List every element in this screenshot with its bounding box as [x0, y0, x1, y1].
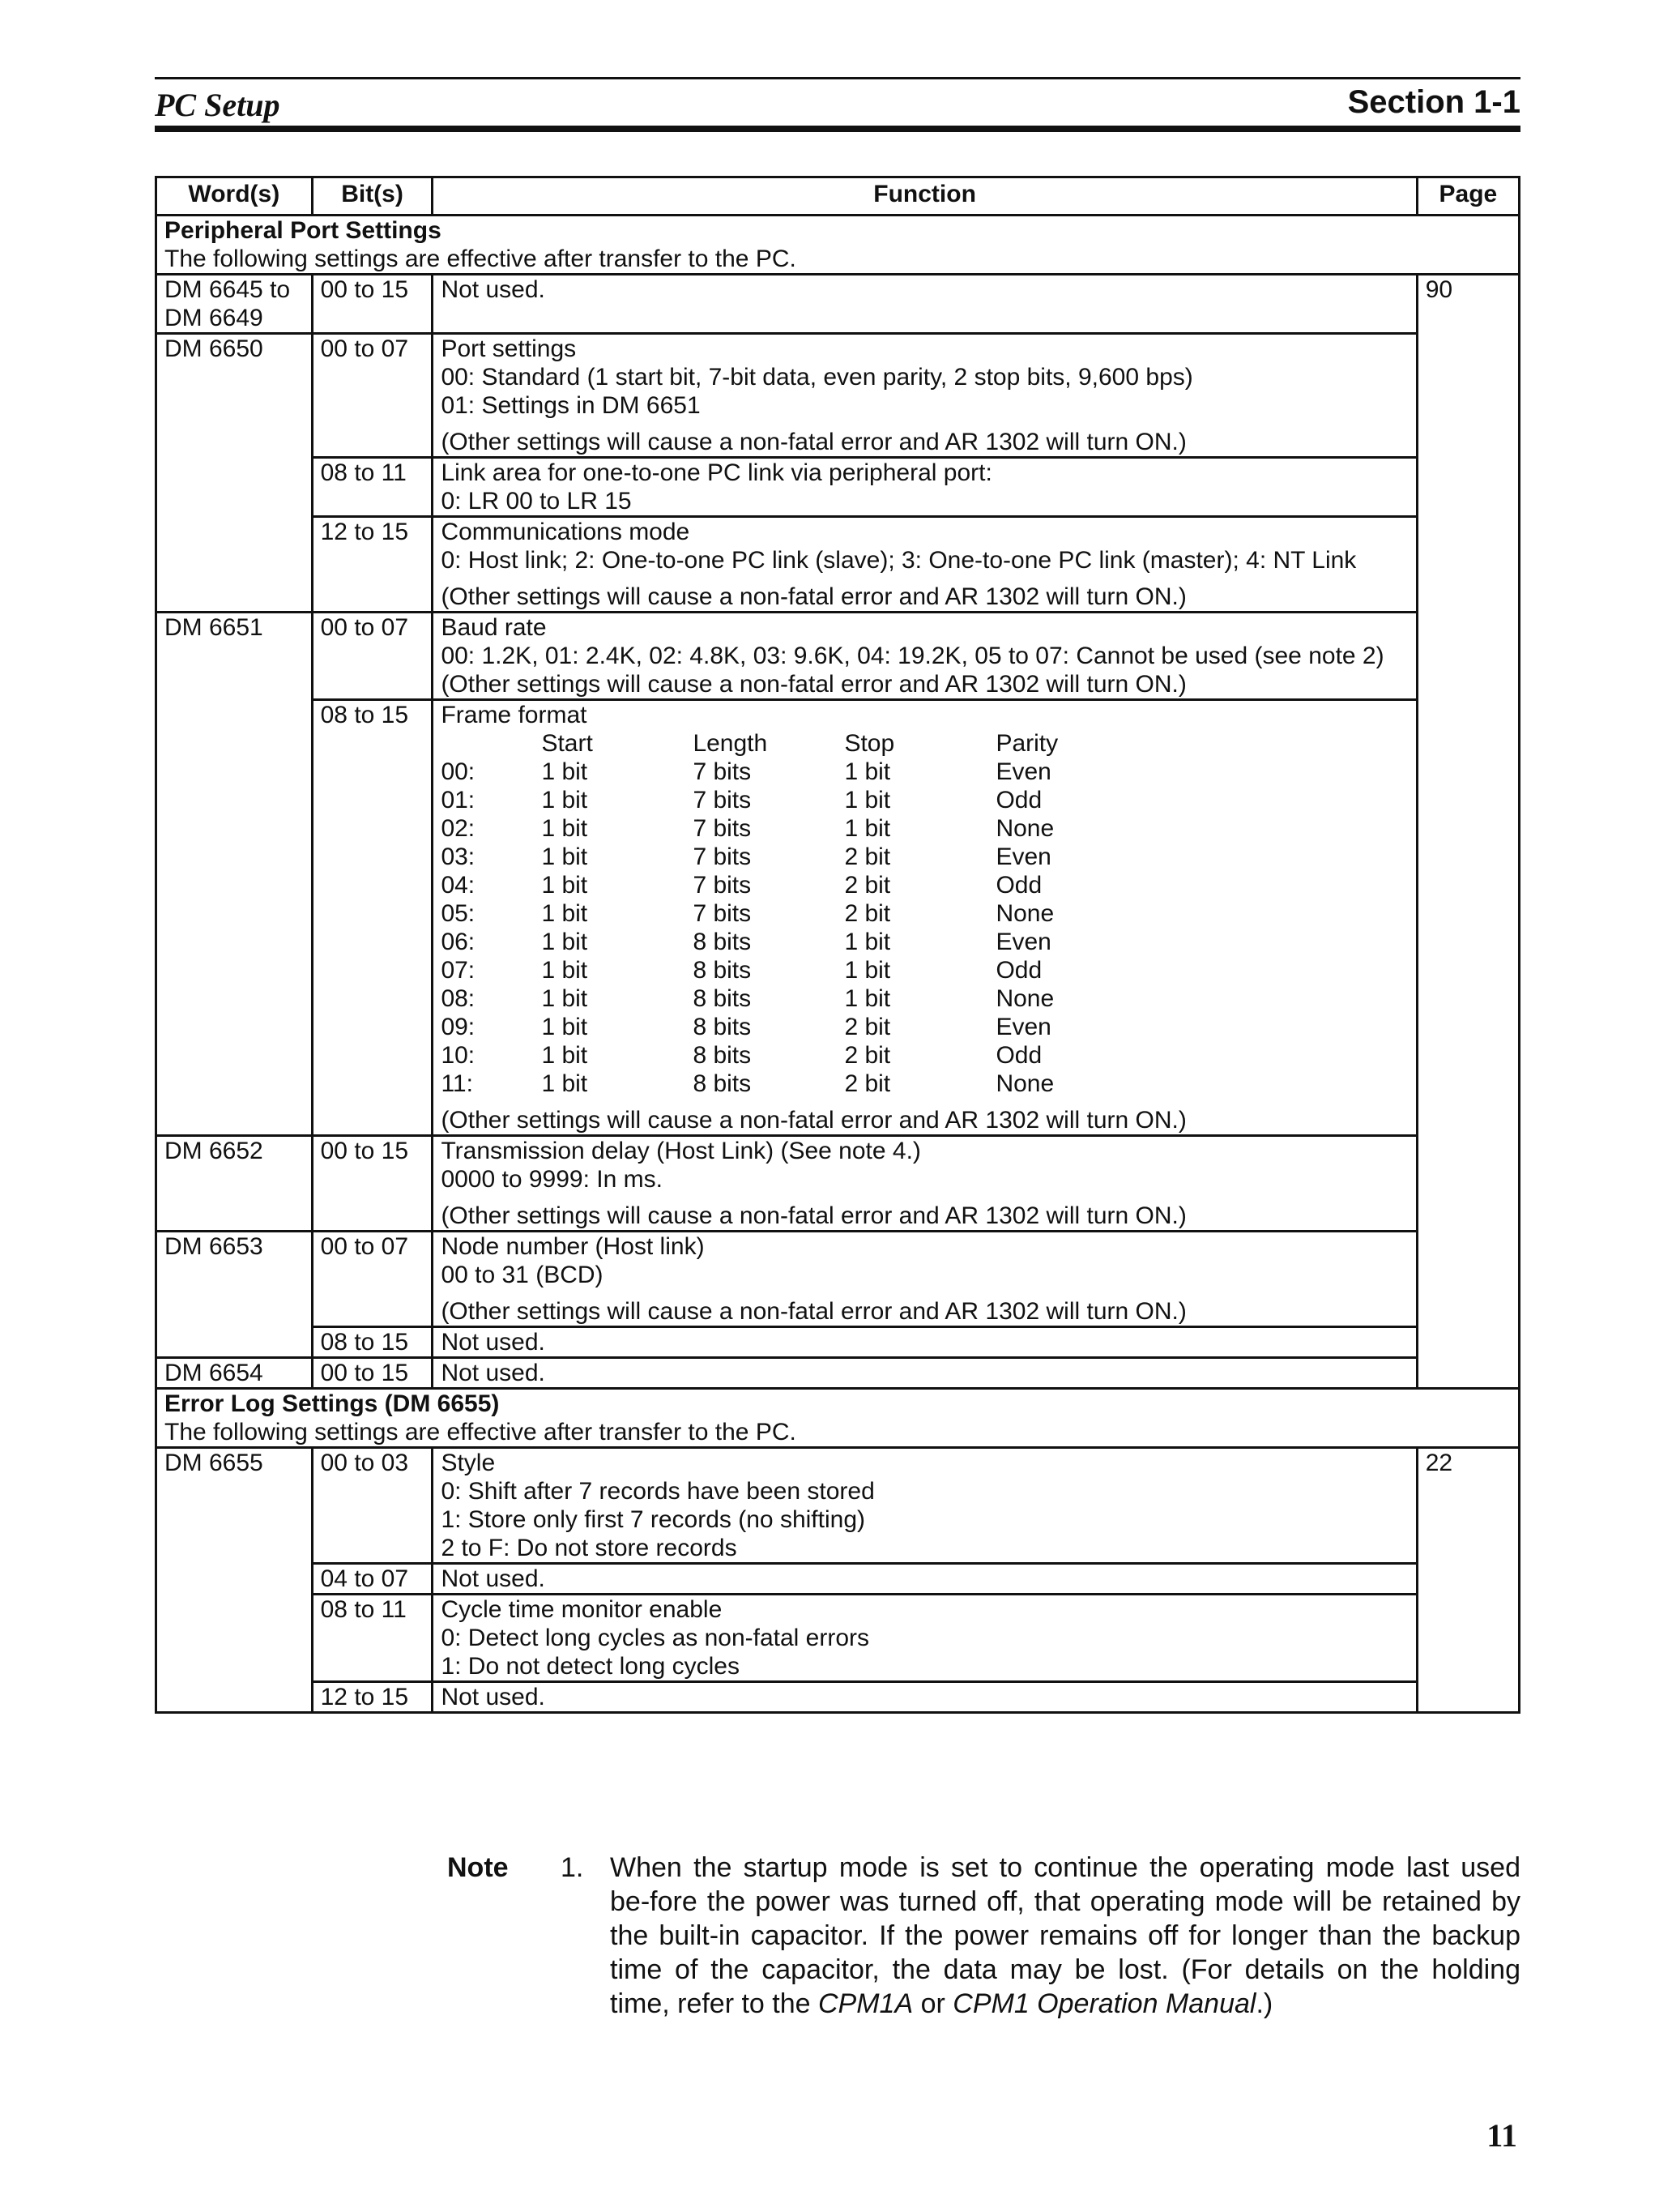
note-number: 1.	[561, 1852, 584, 1883]
function-line: 0000 to 9999: In ms.	[441, 1166, 663, 1193]
section-title: Error Log Settings (DM 6655)	[156, 1389, 1520, 1419]
frame-format-value: 1 bit	[541, 787, 588, 813]
word-cell	[156, 275, 313, 334]
word-cell	[156, 1595, 313, 1682]
frame-format-table	[441, 729, 1408, 1098]
frame-format-value: Even	[996, 758, 1051, 785]
frame-format-value: Odd	[996, 872, 1043, 899]
function-line: Not used.	[441, 1565, 545, 1592]
running-header-title: PC Setup	[155, 87, 280, 123]
bits-cell: 00 to 15	[312, 275, 433, 334]
frame-format-value: 7 bits	[693, 787, 752, 813]
page-reference: 22	[1417, 1448, 1519, 1713]
function-cell	[433, 1595, 1417, 1682]
function-line: Baud rate	[441, 614, 547, 641]
function-line: Cycle time monitor enable	[441, 1596, 723, 1623]
frame-format-value: 08:	[441, 985, 476, 1012]
function-cell	[433, 517, 1417, 613]
frame-format-value: 1 bit	[541, 1014, 588, 1040]
note-text-end: .)	[1256, 1988, 1273, 2019]
frame-format-value: 11:	[441, 1070, 473, 1097]
section-subtitle: The following settings are effective after transfer to the PC.	[156, 245, 1520, 275]
pc-setup-table	[155, 176, 1520, 1714]
function-note: (Other settings will cause a non-fatal error and AR 1302 will turn ON.)	[441, 1298, 1187, 1325]
frame-format-value: 1 bit	[541, 900, 588, 927]
table-row	[156, 458, 1520, 517]
function-line: 00: Standard (1 start bit, 7-bit data, even parity, 2 stop bits, 9,600 bps)	[441, 364, 1193, 391]
section-title-row	[156, 216, 1520, 246]
table-row	[156, 700, 1520, 1136]
function-line: 01: Settings in DM 6651	[441, 392, 701, 419]
page-reference: 90	[1417, 275, 1519, 1389]
function-cell	[433, 1327, 1417, 1358]
frame-format-value: 7 bits	[693, 843, 752, 870]
function-line: 1: Do not detect long cycles	[441, 1653, 740, 1680]
frame-format-value: None	[996, 815, 1055, 842]
manual-reference-cpm1a: CPM1A	[818, 1988, 914, 2019]
function-cell	[433, 1358, 1417, 1389]
function-line: 1: Store only first 7 records (no shifting)	[441, 1506, 865, 1533]
frame-format-value: 2 bit	[844, 900, 891, 927]
frame-format-value: None	[996, 900, 1055, 927]
frame-format-header: Stop	[844, 730, 895, 757]
frame-format-value: 1 bit	[541, 1042, 588, 1069]
function-line: Not used.	[441, 1360, 545, 1386]
function-line: 00: 1.2K, 01: 2.4K, 02: 4.8K, 03: 9.6K, 04: 19.2K, 05 to 07: Cannot be used (see note 2)	[441, 643, 1384, 669]
section-subtitle-row	[156, 1418, 1520, 1448]
frame-format-value: 8 bits	[693, 929, 752, 955]
column-header-function: Function	[433, 177, 1417, 216]
word-cell	[156, 1358, 313, 1389]
function-line: Link area for one-to-one PC link via peripheral port:	[441, 459, 992, 486]
word-cell	[156, 517, 313, 613]
function-line: 0: Detect long cycles as non-fatal errors	[441, 1625, 870, 1651]
function-line: Transmission delay (Host Link) (See note 4.)	[441, 1138, 921, 1164]
function-cell	[433, 275, 1417, 334]
frame-format-value: 1 bit	[541, 929, 588, 955]
frame-format-value: 2 bit	[844, 1042, 891, 1069]
frame-format-value: 03:	[441, 843, 476, 870]
function-cell	[433, 458, 1417, 517]
word-cell	[156, 1564, 313, 1595]
note-label: Note	[447, 1852, 509, 1883]
word-cell	[156, 1232, 313, 1327]
note-text	[610, 1851, 1520, 2021]
table-row	[156, 1232, 1520, 1327]
frame-format-value: 00:	[441, 758, 476, 785]
word-address: DM 6654	[164, 1360, 263, 1386]
table-row	[156, 334, 1520, 458]
word-address: DM 6655	[164, 1450, 263, 1476]
bits-cell: 00 to 07	[312, 1232, 433, 1327]
frame-format-value: 1 bit	[844, 758, 891, 785]
word-cell	[156, 700, 313, 1136]
frame-format-value: 06:	[441, 929, 476, 955]
function-line: Node number (Host link)	[441, 1233, 705, 1260]
frame-format-value: 2 bit	[844, 872, 891, 899]
word-cell	[156, 334, 313, 458]
frame-format-value: None	[996, 985, 1055, 1012]
bits-cell: 00 to 15	[312, 1358, 433, 1389]
function-line: Not used.	[441, 1329, 545, 1356]
frame-format-value: 01:	[441, 787, 476, 813]
bits-cell: 00 to 03	[312, 1448, 433, 1564]
word-address: DM 6653	[164, 1233, 263, 1260]
function-line: 0: Shift after 7 records have been stored	[441, 1478, 875, 1505]
frame-format-value: 1 bit	[844, 957, 891, 984]
note-spacer	[441, 1289, 1408, 1297]
function-line: Port settings	[441, 335, 577, 362]
section-subtitle: The following settings are effective after transfer to the PC.	[156, 1418, 1520, 1448]
frame-format-value: 8 bits	[693, 957, 752, 984]
bits-cell: 00 to 07	[312, 334, 433, 458]
function-line: Not used.	[441, 1684, 545, 1710]
frame-format-value: 7 bits	[693, 815, 752, 842]
function-cell	[433, 1682, 1417, 1713]
frame-format-value: Odd	[996, 787, 1043, 813]
function-cell	[433, 1564, 1417, 1595]
function-cell	[433, 1136, 1417, 1232]
frame-format-value: 1 bit	[844, 787, 891, 813]
table-row	[156, 1448, 1520, 1564]
frame-format-value: 7 bits	[693, 872, 752, 899]
word-cell	[156, 1448, 313, 1564]
table-row	[156, 613, 1520, 700]
bits-cell: 08 to 11	[312, 1595, 433, 1682]
frame-format-value: 1 bit	[541, 815, 588, 842]
note-spacer	[441, 574, 1408, 583]
word-address: DM 6649	[164, 305, 263, 331]
section-subtitle-row	[156, 245, 1520, 275]
function-cell	[433, 334, 1417, 458]
column-header-words: Word(s)	[156, 177, 313, 216]
frame-format-value: Even	[996, 843, 1051, 870]
table-row	[156, 1327, 1520, 1358]
section-title: Peripheral Port Settings	[156, 216, 1520, 246]
frame-format-value: Even	[996, 1014, 1051, 1040]
word-cell	[156, 1682, 313, 1713]
function-cell	[433, 613, 1417, 700]
frame-format-value: 7 bits	[693, 758, 752, 785]
manual-reference-cpm1: CPM1 Operation Manual	[953, 1988, 1256, 2019]
note-spacer	[441, 420, 1408, 428]
bits-cell: 04 to 07	[312, 1564, 433, 1595]
word-address: DM 6652	[164, 1138, 263, 1164]
table-row	[156, 275, 1520, 334]
word-cell	[156, 1327, 313, 1358]
function-note: (Other settings will cause a non-fatal error and AR 1302 will turn ON.)	[441, 429, 1187, 455]
function-note: (Other settings will cause a non-fatal error and AR 1302 will turn ON.)	[441, 1107, 1187, 1134]
frame-format-value: 1 bit	[541, 843, 588, 870]
frame-format-value: 1 bit	[541, 1070, 588, 1097]
table-row	[156, 1136, 1520, 1232]
table-row	[156, 1595, 1520, 1682]
function-cell	[433, 1232, 1417, 1327]
frame-format-value: 2 bit	[844, 843, 891, 870]
function-line: 00 to 31 (BCD)	[441, 1262, 603, 1288]
frame-format-value: 7 bits	[693, 900, 752, 927]
table-row	[156, 1682, 1520, 1713]
column-header-page: Page	[1417, 177, 1519, 216]
section-label: Section 1-1	[1347, 84, 1520, 120]
frame-format-value: 8 bits	[693, 1042, 752, 1069]
bits-cell: 00 to 07	[312, 613, 433, 700]
note-text-or: or	[913, 1988, 953, 2019]
frame-format-value: 1 bit	[844, 929, 891, 955]
note-text-start: When the startup mode is set to continue the operating mode last used be-fore the power was turned off, that operating mode will be retained by the built-in capacitor. If the power remains off for longer than the backup time of the capacitor, the data may be lost. (For details on the holding time, refer to the	[610, 1852, 1520, 2019]
function-line: Not used.	[441, 276, 545, 303]
section-title-row	[156, 1389, 1520, 1419]
header-rule-top	[155, 77, 1520, 79]
frame-format-value: 1 bit	[541, 957, 588, 984]
frame-format-value: None	[996, 1070, 1055, 1097]
frame-format-value: 8 bits	[693, 1014, 752, 1040]
frame-format-value: 04:	[441, 872, 476, 899]
frame-format-value: 02:	[441, 815, 476, 842]
function-cell	[433, 700, 1417, 1136]
frame-format-value: 10:	[441, 1042, 476, 1069]
function-line: Style	[441, 1450, 496, 1476]
table-header-row	[156, 177, 1520, 216]
frame-format-value: 1 bit	[541, 758, 588, 785]
table-row	[156, 517, 1520, 613]
frame-format-value: 2 bit	[844, 1014, 891, 1040]
frame-format-value: 8 bits	[693, 1070, 752, 1097]
table-row	[156, 1564, 1520, 1595]
frame-format-value: 07:	[441, 957, 476, 984]
frame-format-value: 8 bits	[693, 985, 752, 1012]
page-number: 11	[1486, 2117, 1517, 2154]
word-address: DM 6651	[164, 614, 263, 641]
function-note: (Other settings will cause a non-fatal error and AR 1302 will turn ON.)	[441, 1202, 1187, 1229]
table-row	[156, 1358, 1520, 1389]
bits-cell: 08 to 15	[312, 700, 433, 1136]
function-line: Communications mode	[441, 519, 690, 545]
frame-format-value: 2 bit	[844, 1070, 891, 1097]
bits-cell: 08 to 15	[312, 1327, 433, 1358]
frame-format-value: Odd	[996, 1042, 1043, 1069]
word-cell	[156, 1136, 313, 1232]
function-line: 0: Host link; 2: One-to-one PC link (slave); 3: One-to-one PC link (master); 4: NT Link	[441, 547, 1357, 574]
frame-format-header: Start	[541, 730, 593, 757]
function-note: (Other settings will cause a non-fatal error and AR 1302 will turn ON.)	[441, 583, 1187, 610]
column-header-bits: Bit(s)	[312, 177, 433, 216]
header-rule-bottom	[155, 126, 1520, 132]
frame-format-value: 1 bit	[541, 985, 588, 1012]
note-spacer	[441, 1098, 1408, 1106]
bits-cell: 00 to 15	[312, 1136, 433, 1232]
frame-format-value: 1 bit	[844, 815, 891, 842]
bits-cell: 08 to 11	[312, 458, 433, 517]
frame-format-value: 1 bit	[844, 985, 891, 1012]
frame-format-value: Odd	[996, 957, 1043, 984]
function-cell	[433, 1448, 1417, 1564]
frame-format-value: Even	[996, 929, 1051, 955]
frame-format-header: Parity	[996, 730, 1059, 757]
function-line: 0: LR 00 to LR 15	[441, 488, 632, 515]
word-address: DM 6645 to	[164, 276, 291, 303]
function-line: 2 to F: Do not store records	[441, 1535, 737, 1561]
note-spacer	[441, 1194, 1408, 1202]
bits-cell: 12 to 15	[312, 1682, 433, 1713]
frame-format-value: 05:	[441, 900, 476, 927]
frame-format-value: 09:	[441, 1014, 476, 1040]
frame-format-header: Length	[693, 730, 768, 757]
function-line: (Other settings will cause a non-fatal error and AR 1302 will turn ON.)	[441, 671, 1187, 698]
frame-format-value: 1 bit	[541, 872, 588, 899]
word-address: DM 6650	[164, 335, 263, 362]
word-cell	[156, 458, 313, 517]
frame-format-header	[441, 729, 541, 758]
word-cell	[156, 613, 313, 700]
bits-cell: 12 to 15	[312, 517, 433, 613]
function-line: Frame format	[441, 702, 587, 728]
